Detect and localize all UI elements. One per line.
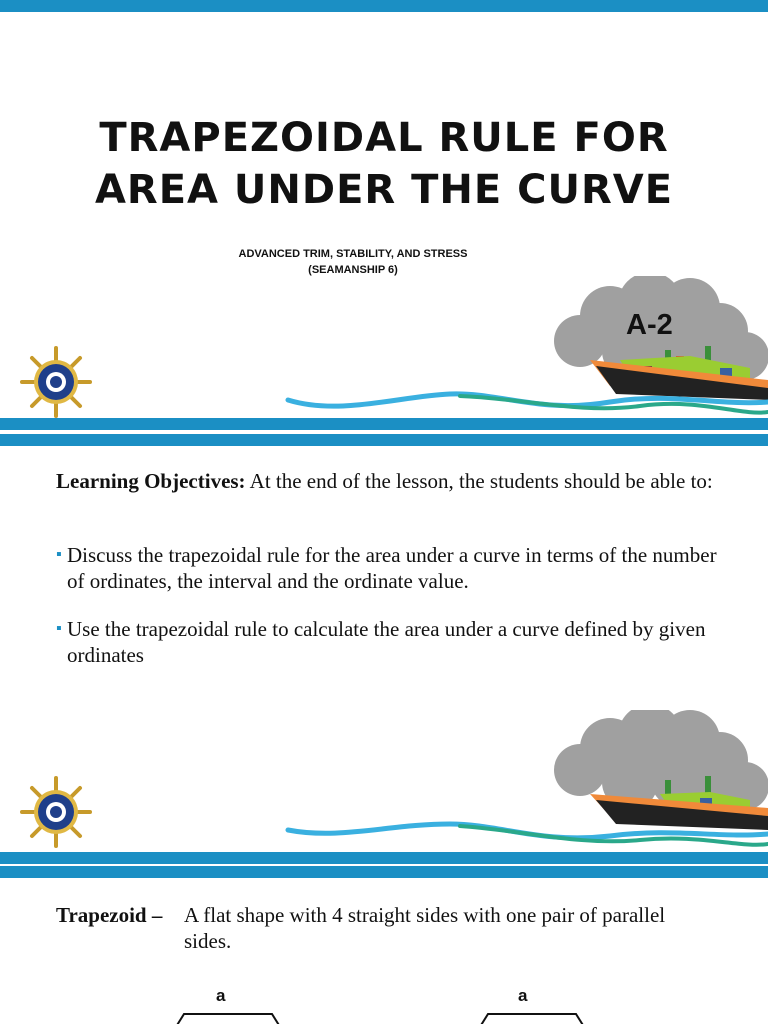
objective-text: Discuss the trapezoidal rule for the area under a curve in terms of the number of ordinates, the interval and the ordinate value. [67,543,717,593]
objectives-paragraph [56,468,736,494]
slide-title [0,112,768,216]
slide3-top-bar [0,866,768,878]
definition-term: Trapezoid – [56,903,163,927]
title-line-2: AREA UNDER THE CURVE [94,167,674,213]
objectives-intro: At the end of the lesson, the students should be able to: [245,469,713,493]
ship-illustration [280,276,768,420]
objective-text: Use the trapezoidal rule to calculate the area under a curve defined by given ordinates [67,617,706,667]
bottom-accent-bar [0,418,768,430]
trapezoid-left-shape [170,1010,290,1024]
course-subtitle [0,246,706,278]
objective-item [56,542,736,594]
objectives-slide [0,446,768,850]
trapezoid-left-label: a [216,986,226,1005]
trapezoid-right-shape [474,1010,594,1024]
top-accent-bar [0,0,768,12]
objectives-label: Learning Objectives: [56,469,246,493]
trapezoid-right-label: a [518,986,528,1005]
ship-illustration [280,710,768,850]
bullet-icon: ▪ [56,620,62,637]
definition-text: A flat shape with 4 straight sides with one pair of parallel sides. [184,903,666,953]
bullet-icon: ▪ [56,546,62,563]
subtitle-line-1: ADVANCED TRIM, STABILITY, AND STRESS [238,248,468,260]
divider-bar-2 [0,852,768,864]
divider-bar-1 [0,434,768,446]
school-logo-icon [20,346,92,418]
title-slide [0,0,768,430]
objective-item [56,616,736,668]
subtitle-line-2: (SEAMANSHIP 6) [308,264,398,276]
lesson-code: A-2 [626,309,673,341]
trapezoid-slide [0,866,768,1024]
title-line-1: TRAPEZOIDAL RULE FOR [99,115,669,161]
school-logo-icon [20,776,92,848]
